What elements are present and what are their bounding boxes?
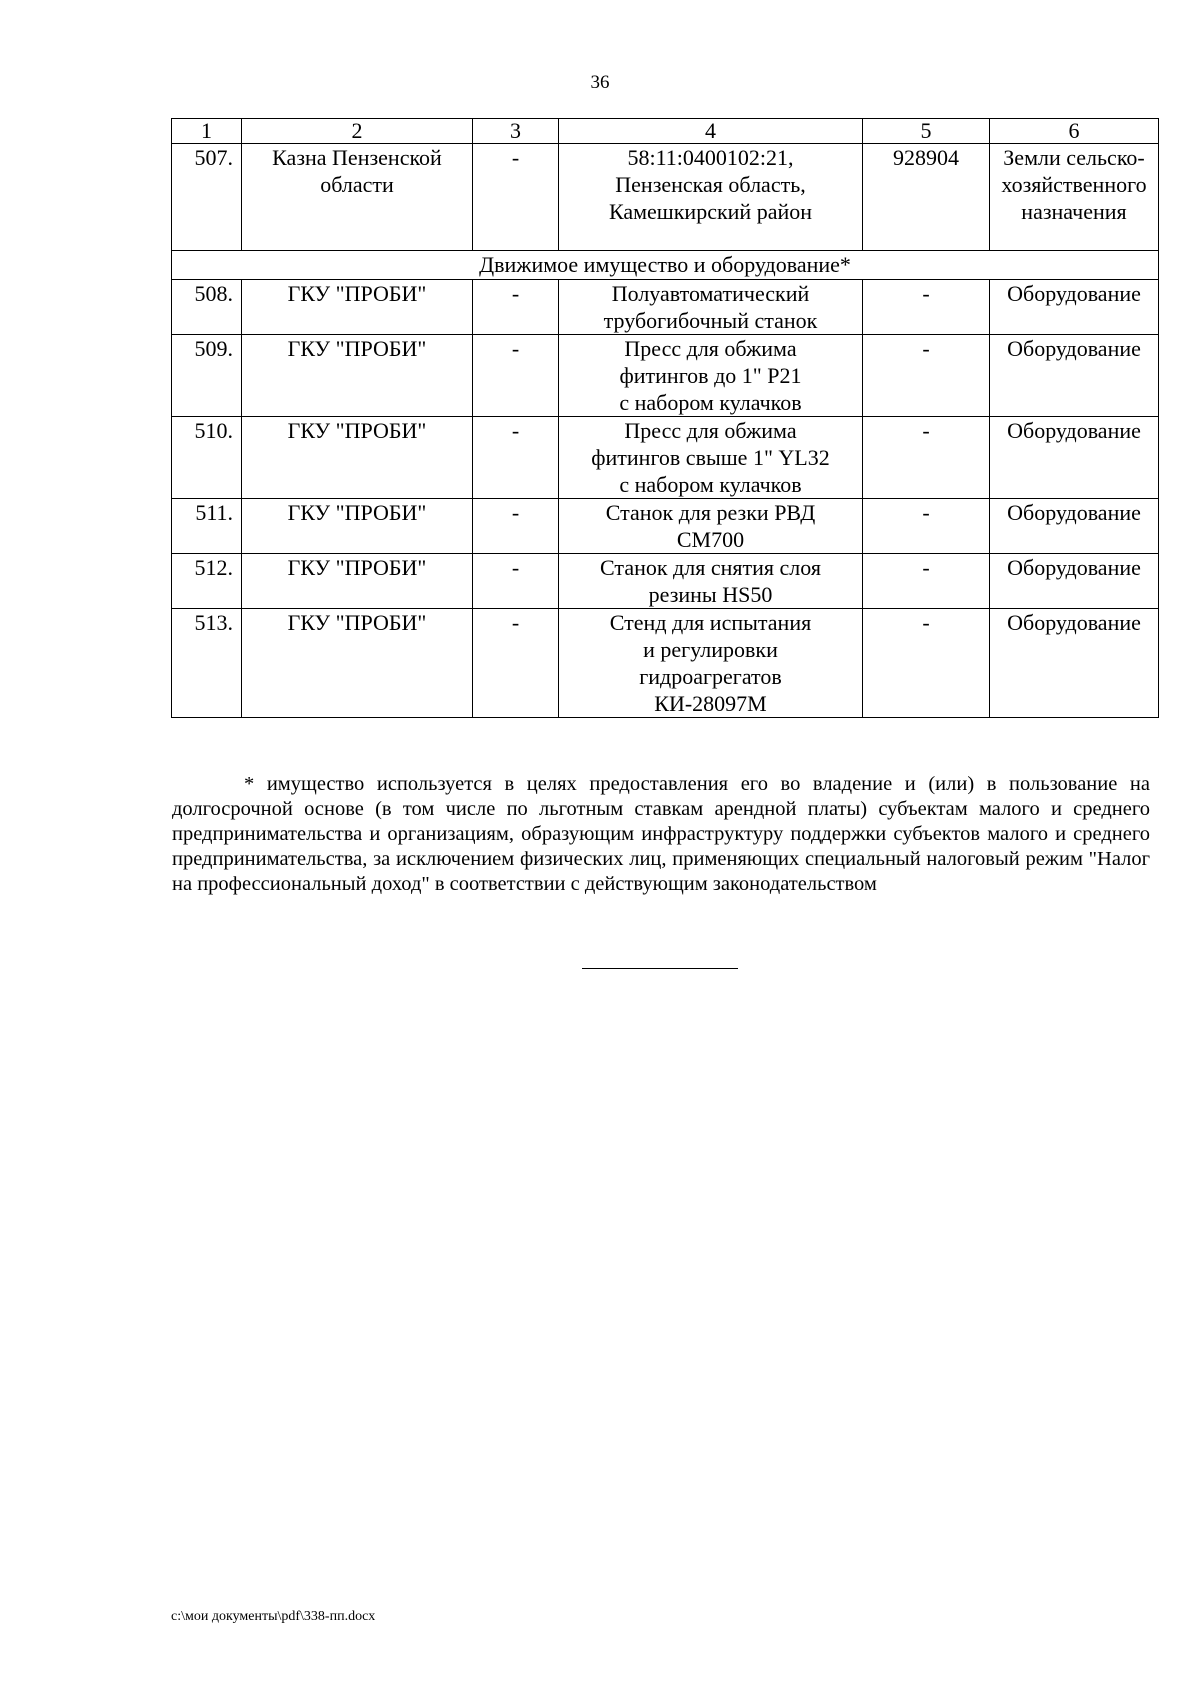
type-cell: Оборудование [990, 335, 1159, 417]
description-line: резины HS50 [648, 582, 773, 607]
description-line: Станок для снятия слоя [600, 555, 821, 580]
owner-cell: ГКУ "ПРОБИ" [242, 417, 473, 499]
table-row [172, 554, 1159, 609]
description-line: CM700 [676, 527, 745, 552]
header-cell: 2 [242, 119, 473, 144]
section-row [172, 251, 1159, 280]
description-cell [559, 554, 863, 609]
table-row [172, 335, 1159, 417]
page-number: 36 [590, 72, 610, 93]
description-line: гидроагрегатов [639, 664, 782, 689]
description-line: Камешкирский район [608, 199, 813, 224]
property-table [171, 118, 1159, 718]
description-line: с набором кулачков [619, 472, 802, 497]
col3-cell: - [473, 280, 559, 335]
owner-line: области [320, 172, 394, 197]
col5-cell: - [863, 554, 990, 609]
type-cell: Оборудование [990, 554, 1159, 609]
description-line: Полуавтоматический [611, 281, 810, 306]
type-cell: Оборудование [990, 609, 1159, 718]
table-row [172, 144, 1159, 251]
owner-cell: ГКУ "ПРОБИ" [242, 499, 473, 554]
owner-cell: ГКУ "ПРОБИ" [242, 280, 473, 335]
description-cell [559, 609, 863, 718]
description-line: трубогибочный станок [603, 308, 818, 333]
type-line: назначения [1021, 199, 1127, 224]
header-cell: 4 [559, 119, 863, 144]
col3-cell: - [473, 609, 559, 718]
equipment-rows [172, 280, 1159, 718]
row-number: 510. [172, 417, 242, 499]
area-cell: 928904 [863, 144, 990, 251]
header-cell: 3 [473, 119, 559, 144]
description-line: КИ-28097М [654, 691, 767, 716]
type-line: Земли сельско- [1003, 145, 1145, 170]
table-row [172, 499, 1159, 554]
row-number: 507. [172, 144, 242, 251]
owner-cell: ГКУ "ПРОБИ" [242, 554, 473, 609]
header-cell: 1 [172, 119, 242, 144]
table-row [172, 280, 1159, 335]
owner-cell: ГКУ "ПРОБИ" [242, 335, 473, 417]
description-cell [559, 417, 863, 499]
col5-cell: - [863, 280, 990, 335]
section-title: Движимое имущество и оборудование* [172, 251, 1159, 280]
type-cell: Оборудование [990, 417, 1159, 499]
file-path: c:\мои документы\pdf\338-пп.docx [171, 1609, 376, 1624]
type-line: хозяйственного [1001, 172, 1147, 197]
description-cell [559, 499, 863, 554]
description-line: Пресс для обжима [624, 336, 797, 361]
type-cell [990, 144, 1159, 251]
end-separator-line [582, 968, 738, 969]
owner-line: Казна Пензенской [272, 145, 442, 170]
type-cell: Оборудование [990, 280, 1159, 335]
row-number: 513. [172, 609, 242, 718]
row-number: 512. [172, 554, 242, 609]
col3-cell: - [473, 417, 559, 499]
col5-cell: - [863, 609, 990, 718]
col3-cell: - [473, 144, 559, 251]
header-cell: 5 [863, 119, 990, 144]
row-number: 509. [172, 335, 242, 417]
owner-cell [242, 144, 473, 251]
row-number: 511. [172, 499, 242, 554]
header-cell: 6 [990, 119, 1159, 144]
description-cell [559, 335, 863, 417]
col3-cell: - [473, 335, 559, 417]
row-number: 508. [172, 280, 242, 335]
description-line: фитингов свыше 1" YL32 [591, 445, 830, 470]
col5-cell: - [863, 499, 990, 554]
description-line: и регулировки [643, 637, 778, 662]
table-row [172, 609, 1159, 718]
footnote [172, 772, 1150, 897]
description-line: фитингов до 1" P21 [619, 363, 802, 388]
table-header-row [172, 119, 1159, 144]
description-cell [559, 280, 863, 335]
description-line: Стенд для испытания [609, 610, 812, 635]
table-row [172, 417, 1159, 499]
type-cell: Оборудование [990, 499, 1159, 554]
col3-cell: - [473, 554, 559, 609]
description-line: Пресс для обжима [624, 418, 797, 443]
description-cell [559, 144, 863, 251]
description-line: Пензенская область, [615, 172, 806, 197]
col5-cell: - [863, 335, 990, 417]
description-line: 58:11:0400102:21, [627, 145, 794, 170]
footnote-text: * имущество используется в целях предоставления его во владение и (или) в пользование на долгосрочной основе (в том числе по льготным ставкам арендной платы) субъектам малого и среднего предпринимательства и организациям, образующим инфраструктуру поддержки субъектов малого и среднего предпринимательства, за исключением физических лиц, применяющих специальный налоговый режим "Налог на профессиональный доход" в соответствии с действующим законодательством [172, 773, 1150, 895]
owner-cell: ГКУ "ПРОБИ" [242, 609, 473, 718]
col5-cell: - [863, 417, 990, 499]
description-line: с набором кулачков [619, 390, 802, 415]
col3-cell: - [473, 499, 559, 554]
description-line: Станок для резки РВД [605, 500, 816, 525]
